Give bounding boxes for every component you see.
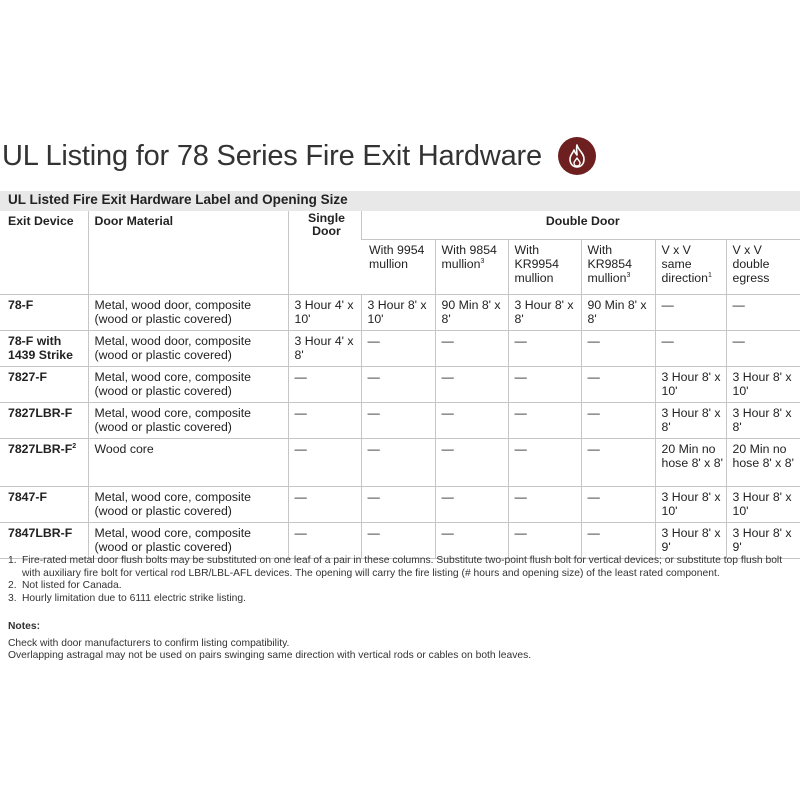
rating-cell: — xyxy=(581,331,655,367)
header-sub-1 xyxy=(435,240,508,295)
footnote-ref: 3 xyxy=(626,271,631,279)
footnotes xyxy=(8,555,796,605)
header-single-door: Single Door xyxy=(288,211,361,295)
exit-device-cell xyxy=(0,367,88,403)
rating-cell: — xyxy=(288,403,361,439)
footnote-text: Hourly limitation due to 6111 electric strike listing. xyxy=(22,592,246,604)
exit-device-cell xyxy=(0,523,88,559)
rating-cell: — xyxy=(288,487,361,523)
exit-device-name: 7827LBR-F xyxy=(8,442,73,456)
footnote-text: Not listed for Canada. xyxy=(22,580,122,592)
rating-cell: — xyxy=(288,367,361,403)
rating-cell: — xyxy=(361,487,435,523)
flame-icon xyxy=(558,137,596,175)
exit-device-cell xyxy=(0,487,88,523)
rating-cell: — xyxy=(581,439,655,487)
rating-cell: 3 Hour 8' x 8' xyxy=(508,295,581,331)
door-material-cell: Metal, wood core, composite (wood or plastic covered) xyxy=(88,367,288,403)
exit-device-cell xyxy=(0,403,88,439)
table-row xyxy=(0,295,800,331)
rating-cell: — xyxy=(581,487,655,523)
rating-cell: 90 Min 8' x 8' xyxy=(581,295,655,331)
header-sub-label: V x V same direction xyxy=(661,243,708,285)
rating-cell: — xyxy=(508,367,581,403)
footnote-number: 1. xyxy=(8,555,17,566)
rating-cell: — xyxy=(435,487,508,523)
header-row-1 xyxy=(0,211,800,240)
footnote-number: 2. xyxy=(8,580,17,592)
header-double-door: Double Door xyxy=(361,211,800,240)
fire-listing-table xyxy=(0,211,800,559)
table-row xyxy=(0,523,800,559)
rating-cell: — xyxy=(435,403,508,439)
rating-cell: 20 Min no hose 8' x 8' xyxy=(726,439,800,487)
rating-cell: 3 Hour 8' x 10' xyxy=(361,295,435,331)
title-row xyxy=(2,134,596,178)
header-sub-label: With 9854 mullion xyxy=(441,243,497,271)
rating-cell: 3 Hour 8' x 8' xyxy=(655,403,726,439)
footnote-item xyxy=(8,555,796,580)
rating-cell: 3 Hour 8' x 10' xyxy=(655,367,726,403)
rating-cell: 3 Hour 8' x 8' xyxy=(726,403,800,439)
table-row xyxy=(0,439,800,487)
header-exit-device: Exit Device xyxy=(0,211,88,295)
rating-cell: 3 Hour 8' x 10' xyxy=(726,487,800,523)
rating-cell: — xyxy=(508,523,581,559)
rating-cell: 3 Hour 8' x 9' xyxy=(726,523,800,559)
table-row xyxy=(0,367,800,403)
rating-cell: 90 Min 8' x 8' xyxy=(435,295,508,331)
exit-device-cell xyxy=(0,295,88,331)
header-sub-label: With KR9854 mullion xyxy=(587,243,632,285)
table-row xyxy=(0,331,800,367)
rating-cell: — xyxy=(508,403,581,439)
header-sub-3 xyxy=(581,240,655,295)
header-door-material: Door Material xyxy=(88,211,288,295)
exit-device-cell xyxy=(0,331,88,367)
door-material-cell: Metal, wood door, composite (wood or plastic covered) xyxy=(88,295,288,331)
note-line: Overlapping astragal may not be used on pairs swinging same direction with vertical rods or cables on both leaves. xyxy=(8,650,532,662)
rating-cell: — xyxy=(435,331,508,367)
rating-cell: — xyxy=(726,295,800,331)
exit-device-name: 78-F xyxy=(8,298,34,312)
header-sub-0 xyxy=(361,240,435,295)
rating-cell: — xyxy=(435,439,508,487)
table-caption: UL Listed Fire Exit Hardware Label and Opening Size xyxy=(8,192,348,207)
rating-cell: 3 Hour 8' x 9' xyxy=(655,523,726,559)
header-sub-4 xyxy=(655,240,726,295)
notes-lines xyxy=(8,638,796,663)
page-title: UL Listing for 78 Series Fire Exit Hardware xyxy=(2,139,542,172)
rating-cell: 3 Hour 4' x 10' xyxy=(288,295,361,331)
rating-cell: — xyxy=(508,439,581,487)
door-material-cell: Metal, wood core, composite (wood or plastic covered) xyxy=(88,403,288,439)
rating-cell: — xyxy=(655,331,726,367)
rating-cell: — xyxy=(508,331,581,367)
rating-cell: — xyxy=(361,523,435,559)
footnote-ref: 3 xyxy=(480,257,485,265)
rating-cell: — xyxy=(435,523,508,559)
note-line: Check with door manufacturers to confirm listing compatibility. xyxy=(8,637,290,649)
rating-cell: — xyxy=(655,295,726,331)
rating-cell: — xyxy=(288,523,361,559)
door-material-cell: Metal, wood core, composite (wood or plastic covered) xyxy=(88,523,288,559)
notes-heading: Notes: xyxy=(8,621,41,632)
exit-device-name: 7847-F xyxy=(8,490,47,504)
rating-cell: 3 Hour 8' x 10' xyxy=(655,487,726,523)
exit-device-name: 7827-F xyxy=(8,370,47,384)
exit-device-name: 78-F with 1439 Strike xyxy=(8,334,73,362)
door-material-cell: Wood core xyxy=(88,439,288,487)
rating-cell: — xyxy=(581,523,655,559)
rating-cell: 3 Hour 4' x 8' xyxy=(288,331,361,367)
exit-device-name: 7847LBR-F xyxy=(8,526,73,540)
door-material-cell: Metal, wood door, composite (wood or plastic covered) xyxy=(88,331,288,367)
notes-section xyxy=(8,621,796,663)
rating-cell: — xyxy=(726,331,800,367)
rating-cell: — xyxy=(361,439,435,487)
header-sub-5 xyxy=(726,240,800,295)
table-caption-band xyxy=(0,191,800,211)
rating-cell: 3 Hour 8' x 10' xyxy=(726,367,800,403)
footnote-number: 3. xyxy=(8,592,17,604)
rating-cell: — xyxy=(361,403,435,439)
table-row xyxy=(0,403,800,439)
header-sub-2 xyxy=(508,240,581,295)
rating-cell: — xyxy=(508,487,581,523)
exit-device-name: 7827LBR-F xyxy=(8,406,73,420)
table-row xyxy=(0,487,800,523)
rating-cell: — xyxy=(435,367,508,403)
header-sub-label: With 9954 mullion xyxy=(369,243,425,271)
footnote-ref: 2 xyxy=(72,442,77,450)
footnote-ref: 1 xyxy=(707,271,712,279)
door-material-cell: Metal, wood core, composite (wood or plastic covered) xyxy=(88,487,288,523)
header-sub-label: V x V double egress xyxy=(732,243,770,285)
rating-cell: — xyxy=(361,367,435,403)
rating-cell: — xyxy=(581,403,655,439)
footnote-item xyxy=(8,580,796,593)
rating-cell: — xyxy=(581,367,655,403)
footnote-text: Fire-rated metal door flush bolts may be substituted on one leaf of a pair in these columns. Substitute two-point flush bolt for vertical devices; or substitute top flush bolt with auxiliary fire bolt for vertical rod LBR/LBL-AFL devices. The opening will carry the fire listing (# hours and opening size) of the least rated component. xyxy=(22,555,783,579)
rating-cell: 20 Min no hose 8' x 8' xyxy=(655,439,726,487)
header-sub-label: With KR9954 mullion xyxy=(514,243,559,285)
footnote-item xyxy=(8,593,796,606)
rating-cell: — xyxy=(288,439,361,487)
rating-cell: — xyxy=(361,331,435,367)
exit-device-cell xyxy=(0,439,88,487)
